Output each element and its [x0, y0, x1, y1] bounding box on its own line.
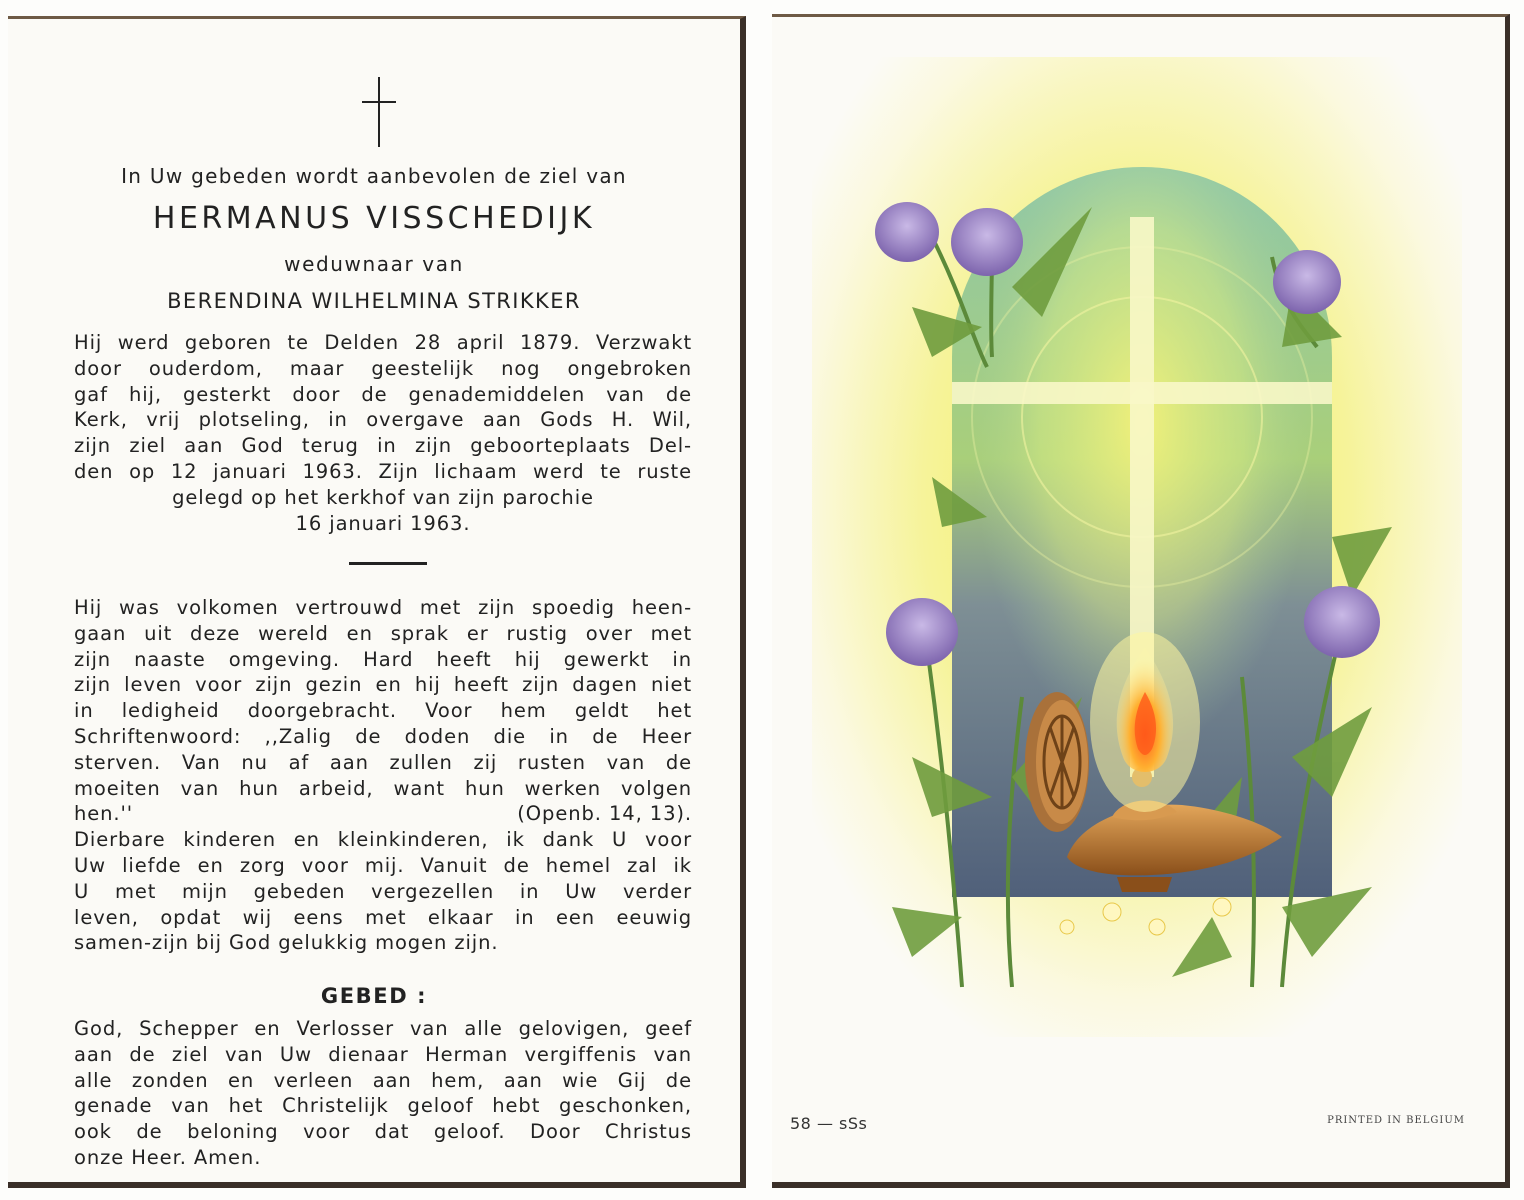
farewell-paragraph: [74, 595, 692, 956]
text-line: sterven. Van nu af aan zullen zij rusten van de: [74, 750, 692, 774]
text-side-card: [8, 16, 746, 1188]
text-line: U met mijn gebeden vergezellen in Uw verder: [74, 879, 692, 903]
text-line: 16 januari 1963.: [295, 511, 471, 535]
text-line: genade van het Christelijk geloof hebt geschonken,: [74, 1094, 692, 1118]
chi-rho-wheel-icon: [1025, 692, 1089, 832]
illustration-side-card: [772, 14, 1510, 1188]
text-line: zijn naaste omgeving. Hard heeft hij gewerkt in: [74, 647, 692, 671]
deceased-name: HERMANUS VISSCHEDIJK: [152, 201, 596, 236]
quote-reference: (Openb. 14, 13).: [517, 802, 692, 826]
text-line: den op 12 januari 1963. Zijn lichaam werd te ruste: [74, 459, 692, 483]
quote-end: hen.'': [74, 802, 134, 826]
text-line: samen-zijn bij God gelukkig mogen zijn.: [74, 931, 499, 955]
devotional-illustration: [812, 57, 1462, 1037]
prayer-title: GEBED :: [320, 984, 428, 1008]
biography-paragraph: [74, 330, 692, 536]
text-line: leven, opdat wij eens met elkaar in een eeuwig: [74, 905, 692, 929]
text-line: gelegd op het kerkhof van zijn parochie: [172, 485, 594, 509]
text-line: aan de ziel van Uw dienaar Herman vergiffenis van: [74, 1042, 692, 1066]
prayer-paragraph: [74, 1016, 692, 1171]
text-line: door ouderdom, maar geestelijk nog ongebroken: [74, 356, 692, 380]
text-line: ook de beloning voor dat geloof. Door Christus: [74, 1120, 692, 1144]
text-line: God, Schepper en Verlosser van alle gelovigen, geef: [74, 1017, 692, 1040]
text-line: Dierbare kinderen en kleinkinderen, ik dank U voor: [74, 828, 692, 852]
text-line: alle zonden en verleen aan hem, aan wie Gij de: [74, 1068, 692, 1092]
text-line: onze Heer. Amen.: [74, 1145, 262, 1169]
text-line: zijn ziel aan God terug in zijn geboorteplaats Del-: [74, 434, 692, 458]
text-line: in ledigheid doorgebracht. Voor hem geldt het: [74, 699, 692, 723]
intro-line: In Uw gebeden wordt aanbevolen de ziel van: [121, 164, 627, 188]
quote-end-line: [74, 801, 692, 827]
text-line: Hij was volkomen vertrouwd met zijn spoedig heen-: [74, 596, 692, 619]
text-line: moeiten van hun arbeid, want hun werken volgen: [74, 776, 692, 800]
printed-in-label: PRINTED IN BELGIUM: [1327, 1115, 1465, 1126]
text-line: Uw liefde en zorg voor mij. Vanuit de hemel zal ik: [74, 853, 692, 877]
cross-icon: [362, 77, 396, 147]
text-line: Kerk, vrij plotseling, in overgave aan Gods H. Wil,: [74, 408, 692, 432]
text-line: gaf hij, gesterkt door de genademiddelen van de: [74, 382, 692, 406]
text-line: zijn leven voor zijn gezin en hij heeft zijn dagen niet: [74, 673, 692, 697]
text-line: Hij werd geboren te Delden 28 april 1879. Verzwakt: [74, 331, 692, 354]
print-code: 58 — sSs: [790, 1114, 868, 1133]
text-line: gaan uit deze wereld en sprak er rustig over met: [74, 621, 692, 645]
relation-line: weduwnaar van: [284, 252, 464, 276]
divider-line: [349, 562, 427, 565]
flame-icon: [1090, 632, 1200, 812]
spouse-name: BERENDINA WILHELMINA STRIKKER: [167, 289, 581, 313]
text-line: Schriftenwoord: ,,Zalig de doden die in de Heer: [74, 724, 692, 748]
